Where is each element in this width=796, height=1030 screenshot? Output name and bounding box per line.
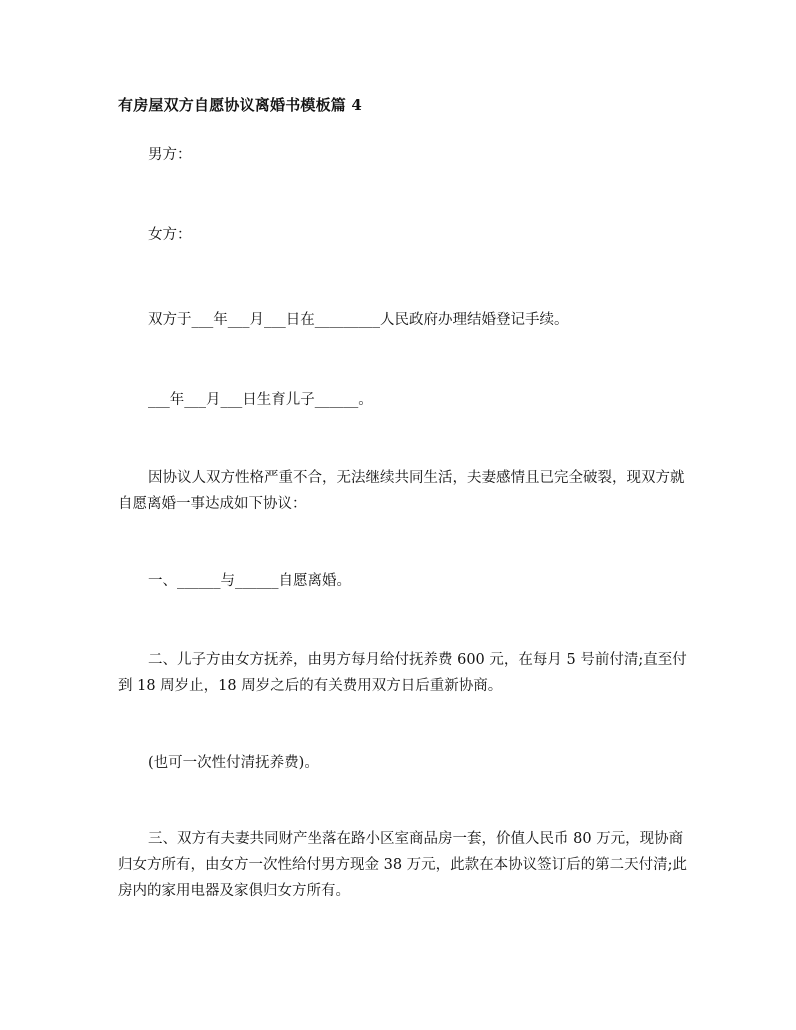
paragraph-clause-1: 一、______与______自愿离婚。 xyxy=(148,573,351,589)
paragraph-reason: 因协议人双方性格严重不合，无法继续共同生活，夫妻感情且已完全破裂，现双方就自愿离婚一事达成如下协议： xyxy=(118,470,685,512)
paragraph-lump-sum-note: (也可一次性付清抚养费)。 xyxy=(148,755,319,771)
document-title: 有房屋双方自愿协议离婚书模板篇 4 xyxy=(118,96,363,114)
paragraph-clause-3: 三、双方有夫妻共同财产坐落在路小区室商品房一套，价值人民币 80 万元，现协商归女方所有，由女方一次性给付男方现金 38 万元，此款在本协议签订后的第二天付清;此房内的家用电器及家俱归女方所有。 xyxy=(118,831,688,899)
paragraph-clause-2: 二、儿子方由女方抚养，由男方每月给付抚养费 600 元，在每月 5 号前付清;直至付到 18 周岁止，18 周岁之后的有关费用双方日后重新协商。 xyxy=(118,652,687,694)
paragraph-male-party: 男方： xyxy=(148,147,192,163)
paragraph-child-birth: ___年___月___日生育儿子______。 xyxy=(148,392,373,408)
paragraph-female-party: 女方： xyxy=(148,227,192,243)
paragraph-marriage-registration: 双方于___年___月___日在_________人民政府办理结婚登记手续。 xyxy=(148,312,569,328)
